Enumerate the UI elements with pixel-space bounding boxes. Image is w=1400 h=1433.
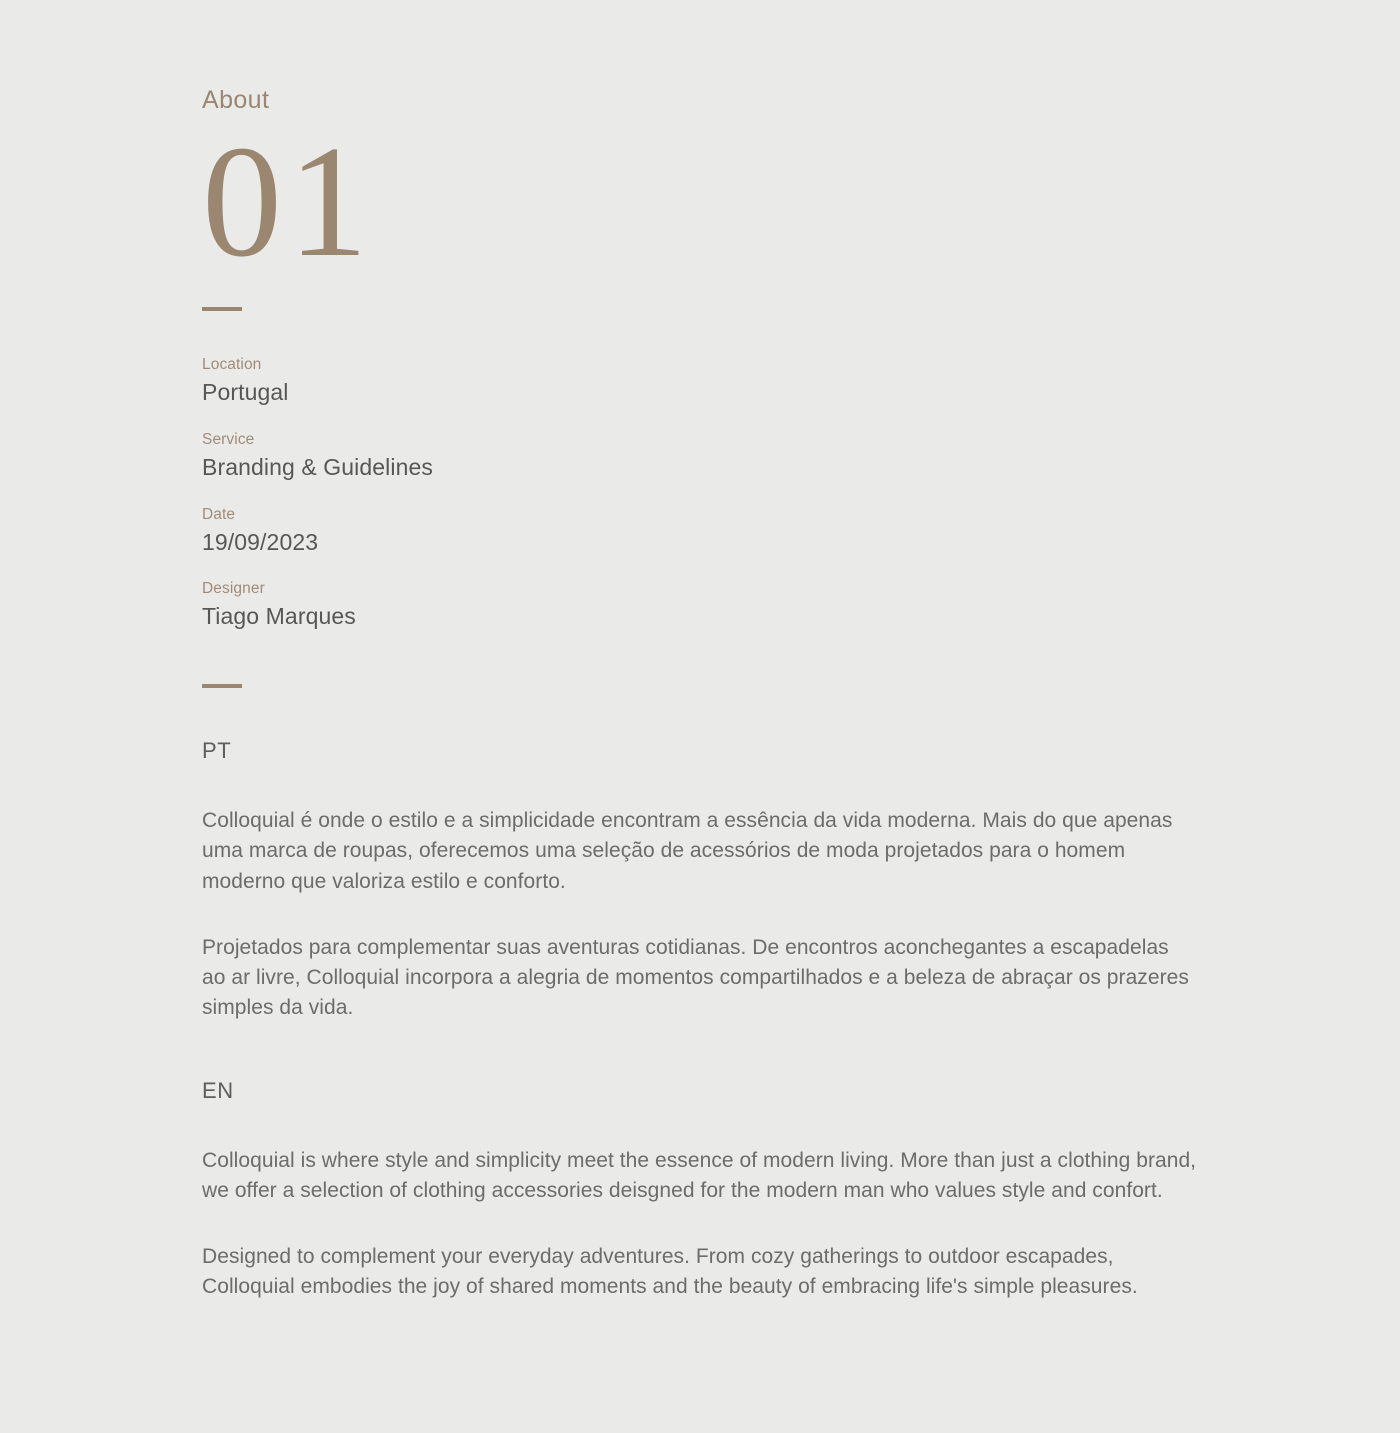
language-block-pt (202, 740, 1198, 1023)
meta-value-designer: Tiago Marques (202, 603, 356, 630)
section-number: 01 (202, 112, 374, 290)
meta-label-designer: Designer (202, 580, 265, 598)
section-eyebrow: About (202, 86, 270, 114)
meta-label-location: Location (202, 356, 262, 373)
meta-value-service: Branding & Guidelines (202, 453, 433, 480)
language-block-en (202, 1077, 1198, 1303)
paragraph-pt-1: Colloquial é onde o estilo e a simplicidade encontram a essência da vida moderna. Mais do que apenas uma marca de roupas, oferecemos uma seleção de acessórios de moda projetados para o homem moderno que valoriza estilo e conforto. (202, 809, 1173, 893)
divider-middle (202, 684, 242, 688)
language-heading-pt: PT (202, 738, 232, 764)
meta-label-date: Date (202, 505, 236, 523)
language-heading-en: EN (202, 1077, 234, 1103)
meta-value-location: Portugal (202, 378, 289, 405)
meta-value-date: 19/09/2023 (202, 528, 319, 555)
project-meta-list (202, 355, 1198, 632)
meta-item-service (202, 430, 1198, 483)
divider-top (202, 307, 242, 311)
language-spacer (202, 1070, 1198, 1080)
paragraph-pt-2: Projetados para complementar suas aventuras cotidianas. De encontros aconchegantes a escapadelas ao ar livre, Colloquial incorpora a alegria de momentos compartilhados e a beleza de abraçar os prazeres simples da vida. (202, 935, 1189, 1020)
meta-label-service: Service (202, 430, 255, 448)
meta-item-designer (202, 579, 1198, 632)
meta-item-date (202, 505, 1198, 558)
meta-item-location (202, 355, 1198, 408)
paragraph-en-1: Colloquial is where style and simplicity meet the essence of modern living. More than just a clothing brand, we offer a selection of clothing accessories deisgned for the modern man who values style and confort. (202, 1148, 1197, 1202)
content-column (202, 88, 1198, 1303)
paragraph-en-2: Designed to complement your everyday adventures. From cozy gatherings to outdoor escapades, Colloquial embodies the joy of shared moments and the beauty of embracing life's simple pleasures. (202, 1245, 1138, 1299)
